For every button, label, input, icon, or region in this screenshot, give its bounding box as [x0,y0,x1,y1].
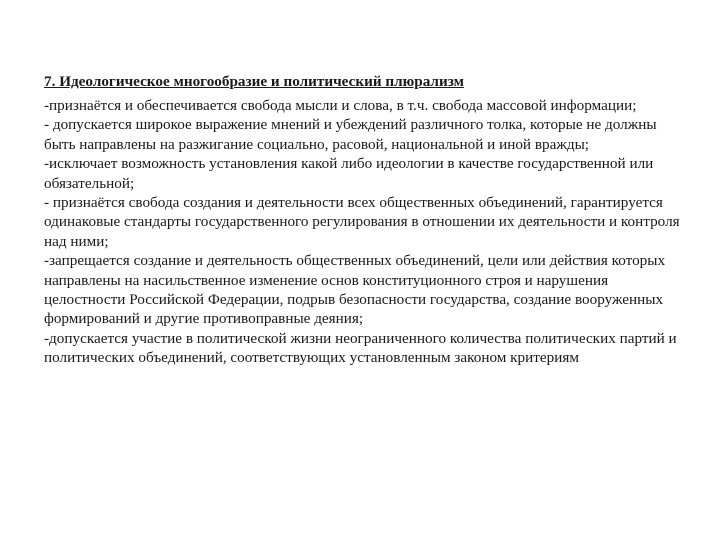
slide-content [44,72,684,368]
paragraph-freedom-of-thought: -признаётся и обеспечивается свобода мысли и слова, в т.ч. свобода массовой информации; [44,97,637,114]
slide-heading: 7. Идеологическое многообразие и политический плюрализм [44,73,464,90]
paragraph-public-associations: - признаётся свобода создания и деятельности всех общественных объединений, гарантируется одинаковые стандарты государственного регулирования в отношении их деятельности и контроля над ними; [44,194,680,250]
paragraph-no-state-ideology: -исключает возможность установления какой либо идеологии в качестве государственной или обязательной; [44,155,654,192]
paragraph-prohibited-associations: -запрещается создание и деятельность общественных объединений, цели или действия которых направлены на насильственное изменение основ конституционного строя и нарушения целостности Российской Федерации, подрыв безопасности государства, создание вооруженных формирований и другие противоправные деяния; [44,252,666,328]
paragraph-political-parties: -допускается участие в политической жизни неограниченного количества политических партий и политических объединений, соответствующих установленным законом критериям [44,329,677,367]
paragraph-expression-of-opinions: - допускается широкое выражение мнений и убеждений различного толка, которые не должны быть направлены на разжигание социально, расовой, национальной и иной вражды; [44,116,657,153]
